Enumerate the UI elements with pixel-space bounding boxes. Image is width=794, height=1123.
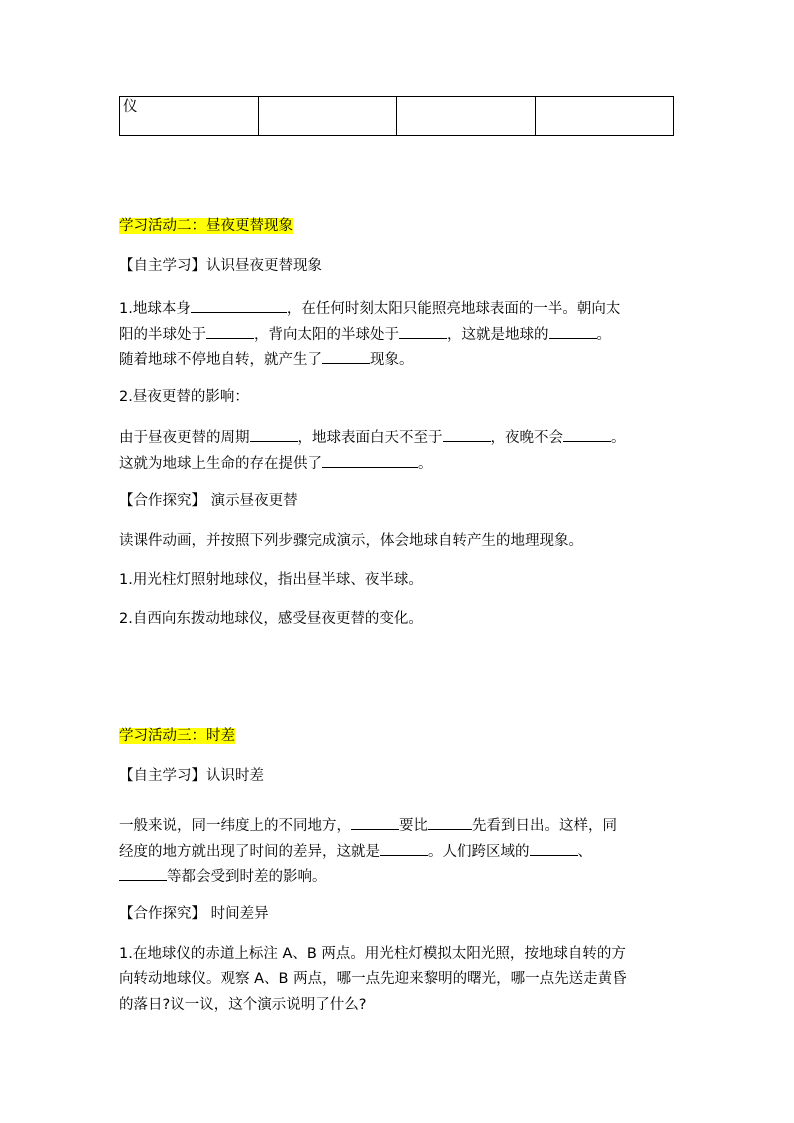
p-text-e: 。人们跨区域的 [428,844,530,860]
activity3-coop-line1: 1.在地球仪的赤道上标注 A、B 两点。用光柱灯模拟太阳光照，按地球自转的方 [119,946,626,962]
activity3-para-line1 [119,814,617,836]
activity2-q2-line1 [119,426,626,448]
activity3-para-line3 [119,865,327,887]
q1-text-e: ，这就是地球的 [447,327,549,343]
table-cell: 仪 [120,97,259,136]
p-text-b: 要比 [399,818,428,834]
q2-text-c: ，夜晚不会 [490,430,563,446]
activity2-coop-heading: 【合作探究】 演示昼夜更替 [119,493,298,509]
activity3-coop-heading: 【合作探究】 时间差异 [119,906,269,922]
p-text-g: 等都会受到时差的影响。 [167,869,327,885]
activity2-step1: 1.用光柱灯照射地球仪，指出昼半球、夜半球。 [119,572,423,588]
answer-blank [250,426,298,442]
activity2-q2-line2 [119,452,433,474]
answer-blank [399,323,447,339]
q2-text-e: 这就为地球上生命的存在提供了 [119,456,322,472]
activity3-heading-text: 学习活动三：时差 [119,728,235,744]
activity2-q2-heading: 2.昼夜更替的影响： [119,389,249,405]
activity2-heading-text: 学习活动二：昼夜更替现象 [119,218,293,234]
answer-blank [119,865,167,881]
activity2-q1-line3 [119,348,414,370]
p-text-c: 先看到日出。这样，同 [472,818,617,834]
q2-text-d: 。 [611,430,626,446]
q1-text-g: 随着地球不停地自转，就产生了 [119,352,322,368]
answer-blank [428,814,472,830]
answer-blank [549,323,597,339]
answer-blank [443,426,491,442]
p-text-f: 、 [577,844,592,860]
q2-text-f: 。 [418,456,433,472]
answer-blank [530,840,578,856]
p-text-d: 经度的地方就出现了时间的差异，这就是 [119,844,380,860]
q1-text-b: ，在任何时刻太阳只能照亮地球表面的一半。朝向太 [286,301,621,317]
answer-blank [322,452,418,468]
activity3-para-line2 [119,840,592,862]
q1-text-d: ，背向太阳的半球处于 [254,327,399,343]
activity2-self-study-heading: 【自主学习】认识昼夜更替现象 [119,258,322,274]
activity2-step2: 2.自西向东拨动地球仪，感受昼夜更替的变化。 [119,611,423,627]
q2-text-b: ，地球表面白天不至于 [297,430,443,446]
answer-blank [191,297,287,313]
q1-text-c: 阳的半球处于 [119,327,206,343]
activity3-coop-line2: 向转动地球仪。观察 A、B 两点，哪一点先迎来黎明的曙光，哪一点先送走黄昏 [119,971,627,987]
q1-text-a: 1.地球本身 [119,301,191,317]
q2-text-a: 由于昼夜更替的周期 [119,430,250,446]
answer-blank [380,840,428,856]
q1-text-f: 。 [596,327,611,343]
top-table-fragment [119,96,674,136]
activity3-heading [119,726,235,746]
table-cell [397,97,536,136]
p-text-a: 一般来说，同一纬度上的不同地方， [119,818,351,834]
q1-text-h: 现象。 [370,352,414,368]
activity2-q1-line2 [119,323,611,345]
activity3-coop-line3: 的落日?议一议，这个演示说明了什么? [119,997,367,1013]
table-row [120,97,674,136]
table-cell [258,97,397,136]
table-cell [535,97,674,136]
answer-blank [206,323,254,339]
answer-blank [351,814,399,830]
activity2-coop-intro: 读课件动画，并按照下列步骤完成演示，体会地球自转产生的地理现象。 [119,533,583,549]
activity2-heading [119,216,293,236]
answer-blank [322,348,370,364]
activity3-self-study-heading: 【自主学习】认识时差 [119,768,264,784]
activity2-q1-line1 [119,297,620,319]
answer-blank [563,426,611,442]
